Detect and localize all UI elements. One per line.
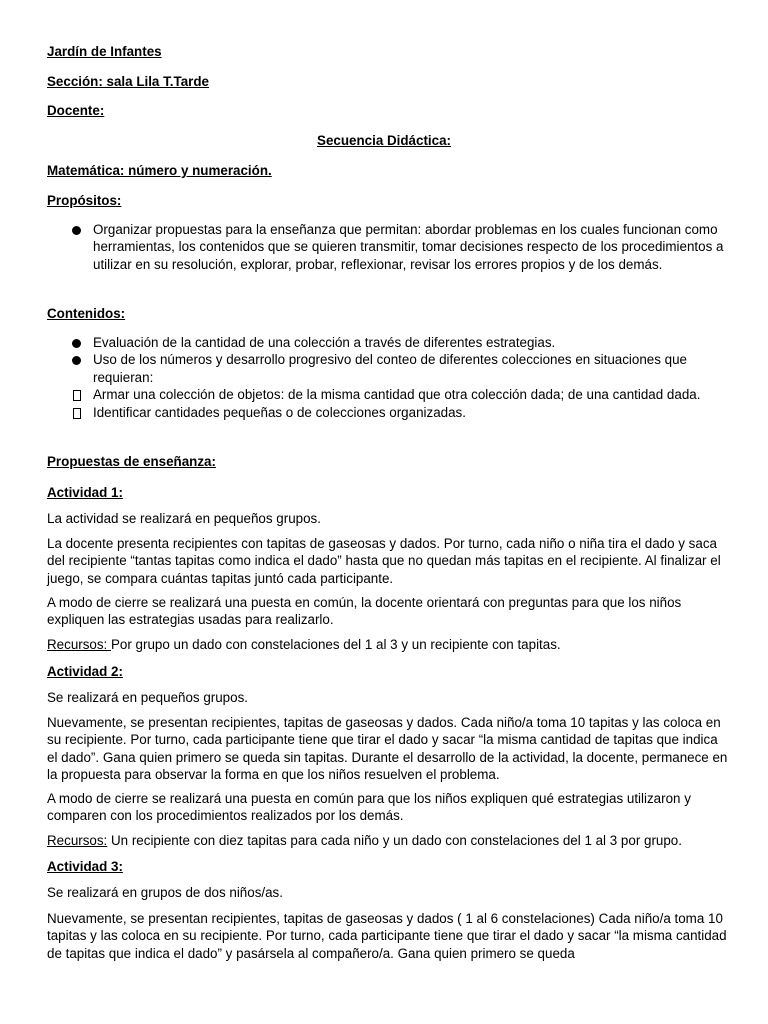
purpose-text: Organizar propuestas para la enseñanza que permitan: abordar problemas en los cuales funcionan como herramientas, los contenidos que se quieren transmitir, tomar decisiones respecto de los procedimientos a utilizar en su resolución, explorar, probar, reflexionar, revisar los errores propios y de los demás. [93, 222, 724, 272]
school-name: Jardín de Infantes [47, 44, 162, 59]
section-line: Sección: sala Lila T.Tarde [47, 74, 209, 89]
list-item [72, 221, 730, 273]
activity3-paragraph: Nuevamente, se presentan recipientes, tapitas de gaseosas y dados ( 1 al 6 constelaciones) Cada niño/a toma 10 tapitas y las coloca en su recipiente. Por turno, cada participante tiene que tirar el dado y sacar “la misma cantidad de tapitas que indica el dado” y pasársela al compañero/a. Gana quien primero se queda [47, 911, 727, 961]
content-text: Identificar cantidades pequeñas o de colecciones organizadas. [93, 404, 466, 420]
resources-label: Recursos: [47, 833, 108, 848]
content-text: Armar una colección de objetos: de la misma cantidad que otra colección dada; de una cantidad dada. [93, 387, 701, 403]
content-text: Uso de los números y desarrollo progresivo del conteo de diferentes colecciones en situaciones que requieran: [93, 352, 687, 385]
subject-line: Matemática: número y numeración. [47, 163, 272, 178]
resources-text: Un recipiente con diez tapitas para cada niño y un dado con constelaciones del 1 al 3 por grupo. [107, 833, 682, 848]
resources-label: Recursos: [47, 637, 111, 652]
activity3-paragraph: Se realizará en grupos de dos niños/as. [47, 885, 283, 900]
resources-text: Por grupo un dado con constelaciones del 1 al 3 y un recipiente con tapitas. [111, 637, 561, 652]
contents-heading: Contenidos: [47, 306, 126, 321]
activity2-paragraph: Se realizará en pequeños grupos. [47, 690, 248, 705]
purposes-heading: Propósitos: [47, 193, 122, 208]
proposals-heading: Propuestas de enseñanza: [47, 454, 216, 469]
list-item [72, 404, 730, 421]
list-item [72, 351, 730, 386]
activity1-resources [47, 636, 730, 653]
activity2-paragraph: Nuevamente, se presentan recipientes, tapitas de gaseosas y dados. Cada niño/a toma 10 tapitas y las coloca en su recipiente. Por turno, cada participante tiene que tirar el dado y sacar “la misma cantidad de tapitas que indica el dado”. Gana quien primero se queda sin tapitas. Durante el desarrollo de la actividad, la docente, permanece en la propuesta para observar la forma en que los niños resuelven el problema. [47, 715, 728, 783]
activity1-paragraph: A modo de cierre se realizará una puesta en común, la docente orientará con preguntas para que los niños expliquen las estrategias usadas para realizarlo. [47, 595, 682, 628]
teacher-line: Docente: [47, 103, 105, 118]
activity2-resources [47, 832, 730, 849]
purposes-list [72, 221, 730, 273]
list-item [72, 386, 730, 403]
list-item [72, 334, 730, 351]
activity2-paragraph: A modo de cierre se realizará una puesta en común para que los niños expliquen qué estrategias utilizaron y comparen con los procedimientos realizados por los demás. [47, 791, 691, 824]
activity1-paragraph: La actividad se realizará en pequeños grupos. [47, 511, 321, 526]
activity1-paragraph: La docente presenta recipientes con tapitas de gaseosas y dados. Por turno, cada niño o niña tira el dado y saca del recipiente “tantas tapitas como indica el dado” hasta que no quedan más tapitas en el recipiente. Al finalizar el juego, se compara cuántas tapitas juntó cada participante. [47, 536, 721, 586]
activity3-heading: Actividad 3: [47, 859, 123, 874]
content-text: Evaluación de la cantidad de una colección a través de diferentes estrategias. [93, 335, 556, 350]
activity2-heading: Actividad 2: [47, 664, 123, 679]
document-title: Secuencia Didáctica: [317, 133, 451, 148]
activity1-heading: Actividad 1: [47, 485, 123, 500]
contents-list [72, 334, 730, 421]
